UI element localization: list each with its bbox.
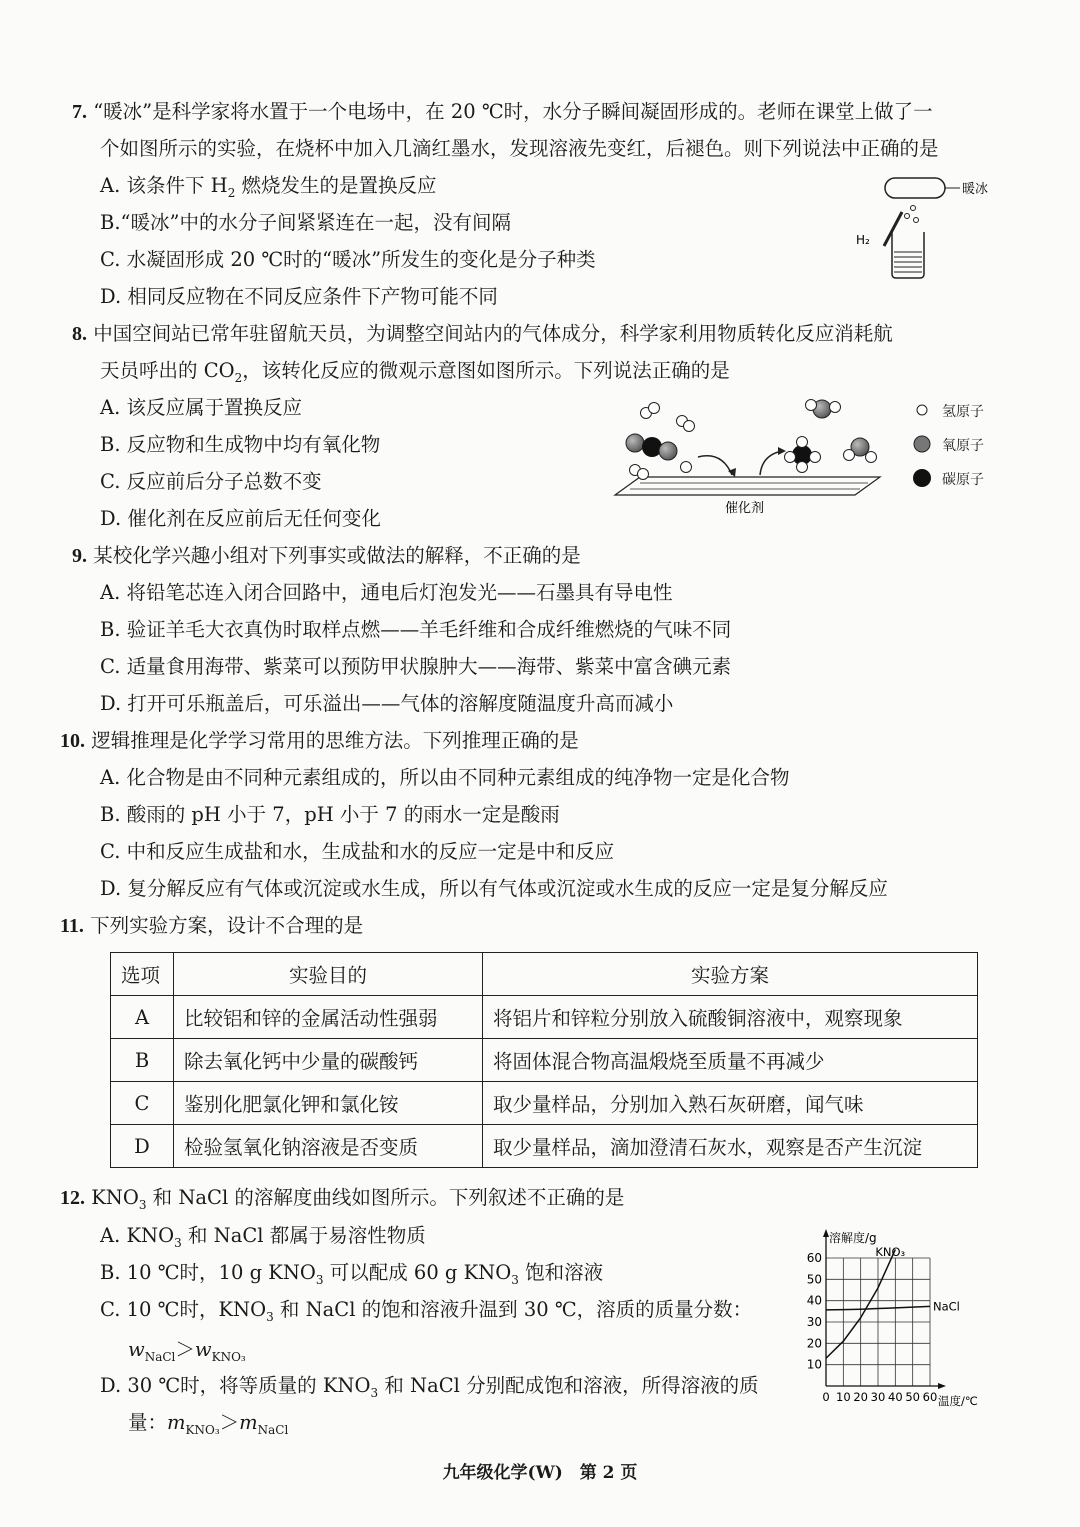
q9-stem-text: 某校化学兴趣小组对下列事实或做法的解释，不正确的是: [93, 544, 581, 567]
q12-d-sub: 3: [370, 1385, 379, 1400]
row-c-plan: 取少量样品，分别加入熟石灰研磨，闻气味: [483, 1082, 978, 1125]
q9-option-b: B. 验证羊毛大衣真伪时取样点燃——羊毛纤维和合成纤维燃烧的气味不同: [100, 618, 732, 641]
carbon-atom-icon: [913, 469, 931, 487]
legend-hydrogen: 氢原子: [942, 404, 984, 420]
x-tick-label: 20: [853, 1390, 868, 1404]
x-tick-label: 0: [822, 1390, 830, 1404]
x-tick-label: 60: [922, 1390, 938, 1404]
row-d-purpose: 检验氢氧化钠溶液是否变质: [174, 1125, 483, 1168]
d2-m2: m: [239, 1411, 258, 1434]
header-purpose: 实验目的: [174, 953, 483, 996]
q12-a-sub: 3: [174, 1235, 182, 1250]
legend-oxygen: 氧原子: [942, 438, 984, 454]
q7-option-a: [100, 172, 437, 200]
q9-option-c: C. 适量食用海带、紫菜可以预防甲状腺肿大——海带、紫菜中富含碘元素: [100, 655, 732, 678]
q11-table: [110, 952, 978, 1168]
q10-option-b: B. 酸雨的 pH 小于 7，pH 小于 7 的雨水一定是酸雨: [100, 803, 560, 826]
q12-c-b: 和 NaCl 的饱和溶液升温到 30 ℃，溶质的质量分数：: [273, 1298, 753, 1321]
q12-a-b: 和 NaCl 都属于易溶性物质: [181, 1224, 426, 1247]
q12-a-a: A. KNO: [100, 1224, 175, 1247]
d2-s2: NaCl: [257, 1422, 289, 1437]
x-tick-label: 40: [888, 1390, 903, 1404]
header-plan: 实验方案: [483, 953, 978, 996]
q12-d-b: 和 NaCl 分别配成饱和溶液，所得溶液的质: [378, 1374, 759, 1397]
q10-option-c: C. 中和反应生成盐和水，生成盐和水的反应一定是中和反应: [100, 840, 615, 863]
row-b-plan: 将固体混合物高温煅烧至质量不再减少: [483, 1039, 978, 1082]
c-gt: ＞: [175, 1338, 195, 1361]
q12-c-sub: 3: [266, 1309, 274, 1324]
row-a-purpose: 比较铝和锌的金属活动性强弱: [174, 996, 483, 1039]
q9-stem: [72, 542, 581, 570]
hydrogen-atom-icon: [917, 405, 927, 415]
q12-option-a: [100, 1222, 426, 1250]
q7-a-pre: A. 该条件下 H: [100, 174, 228, 197]
y-tick-label: 40: [806, 1293, 822, 1308]
q12-number: 12.: [60, 1187, 85, 1209]
c-w1: w: [128, 1338, 145, 1361]
header-option: 选项: [111, 953, 174, 996]
page-footer: 九年级化学(W) 第 2 页: [442, 1463, 638, 1483]
d2-gt: ＞: [219, 1411, 240, 1434]
q8-stem-line2: [100, 357, 730, 385]
d2-a: 量：: [128, 1411, 168, 1434]
row-a-plan: 将铝片和锌粒分别放入硫酸铜溶液中，观察现象: [483, 996, 978, 1039]
q7-option-c: C. 水凝固形成 20 ℃时的“暖冰”所发生的变化是分子种类: [100, 248, 596, 271]
d2-s1: KNO₃: [185, 1422, 220, 1437]
row-d-option: D: [111, 1125, 174, 1168]
c-w2: w: [194, 1338, 212, 1361]
y-tick-label: 30: [806, 1315, 822, 1329]
q9-number: 9.: [72, 545, 87, 567]
q8-option-d: D. 催化剂在反应前后无任何变化: [100, 507, 381, 530]
q7-a-post: 燃烧发生的是置换反应: [235, 174, 437, 197]
q12-b-sub1: 3: [315, 1272, 324, 1287]
q7-stem1-text: “暖冰”是科学家将水置于一个电场中，在 20 ℃时，水分子瞬间凝固形成的。老师在课堂上做了一: [93, 100, 933, 123]
q10-stem-text: 逻辑推理是化学学习常用的思维方法。下列推理正确的是: [91, 729, 579, 752]
q8-stem2-sub: 2: [234, 370, 243, 385]
q7-stem-line1: [72, 98, 933, 126]
row-b-purpose: 除去氧化钙中少量的碳酸钙: [174, 1039, 483, 1082]
q8-stem1-text: 中国空间站已常年驻留航天员，为调整空间站内的气体成分，科学家利用物质转化反应消耗航: [93, 322, 893, 345]
q12-option-c: [100, 1296, 752, 1324]
row-d-plan: 取少量样品，滴加澄清石灰水，观察是否产生沉淀: [483, 1125, 978, 1168]
q7-option-d: D. 相同反应物在不同反应条件下产物可能不同: [100, 285, 498, 308]
row-b-option: B: [111, 1039, 174, 1082]
table-row: [111, 1082, 978, 1125]
q12-stem-b: 和 NaCl 的溶解度曲线如图所示。下列叙述不正确的是: [146, 1186, 625, 1209]
q8-option-a: A. 该反应属于置换反应: [100, 396, 302, 419]
q12-b-b: 可以配成 60 g KNO: [323, 1261, 512, 1284]
y-axis-label: 溶解度/g: [829, 1231, 877, 1245]
x-axis-arrow: [938, 1383, 946, 1389]
table-header-row: [111, 953, 978, 996]
y-tick-label: 60: [806, 1251, 822, 1265]
q8-legend-symbols: [912, 398, 932, 493]
d2-m1: m: [167, 1411, 186, 1434]
x-axis-label: 温度/℃: [938, 1394, 978, 1408]
table-row: [111, 996, 978, 1039]
q12-d-a: D. 30 ℃时，将等质量的 KNO: [100, 1374, 371, 1397]
y-tick-label: 50: [806, 1272, 822, 1287]
catalyst-label: 催化剂: [725, 501, 765, 516]
q7-stem-line2: 个如图所示的实验，在烧杯中加入几滴红墨水，发现溶液先变红，后褪色。则下列说法中正确的是: [100, 137, 939, 160]
q8-option-b: B. 反应物和生成物中均有氧化物: [100, 433, 381, 456]
q10-stem: [60, 727, 579, 755]
legend-carbon: 碳原子: [942, 472, 984, 488]
q8-stem-line1: [72, 320, 893, 348]
q12-b-sub2: 3: [511, 1272, 519, 1287]
q12-option-b: [100, 1259, 603, 1287]
q7-option-b: B.“暖冰”中的水分子间紧紧连在一起，没有间隔: [100, 211, 511, 234]
q12-option-c-formula: [128, 1336, 246, 1364]
solubility-chart: [790, 1218, 1000, 1410]
q11-number: 11.: [60, 915, 84, 937]
q12-option-d: [100, 1372, 759, 1400]
q12-c-a: C. 10 ℃时，KNO: [100, 1298, 267, 1321]
q11-stem: [60, 912, 363, 940]
x-tick-label: 50: [905, 1390, 920, 1404]
q8-option-c: C. 反应前后分子总数不变: [100, 470, 322, 493]
y-tick-label: 20: [806, 1336, 822, 1351]
q10-number: 10.: [60, 730, 85, 752]
q7-a-sub: 2: [227, 185, 236, 200]
q8-stem2-pre: 天员呼出的 CO: [100, 359, 235, 382]
c-s2: KNO₃: [211, 1349, 246, 1364]
q8-number: 8.: [72, 323, 87, 345]
x-tick-label: 10: [836, 1390, 851, 1404]
q10-option-d: D. 复分解反应有气体或沉淀或水生成，所以有气体或沉淀或水生成的反应一定是复分解反应: [100, 877, 888, 900]
c-s1: NaCl: [144, 1349, 176, 1364]
q9-option-a: A. 将铅笔芯连入闭合回路中，通电后灯泡发光——石墨具有导电性: [100, 581, 673, 604]
row-a-option: A: [111, 996, 174, 1039]
row-c-purpose: 鉴别化肥氯化钾和氯化铵: [174, 1082, 483, 1125]
q12-option-d-formula: [128, 1409, 288, 1437]
q7-figure: [850, 170, 1000, 285]
q12-stem-a: KNO: [91, 1186, 139, 1209]
q11-stem-text: 下列实验方案，设计不合理的是: [90, 914, 364, 937]
row-c-option: C: [111, 1082, 174, 1125]
warm-ice-block: [885, 178, 945, 198]
q9-option-d: D. 打开可乐瓶盖后，可乐溢出——气体的溶解度随温度升高而减小: [100, 692, 674, 715]
q12-stem-sub: 3: [138, 1197, 147, 1212]
h2-tube: [884, 212, 902, 246]
x-tick-label: 30: [870, 1390, 886, 1404]
q7-number: 7.: [72, 101, 87, 123]
q12-b-c: 饱和溶液: [518, 1261, 604, 1284]
q12-b-a: B. 10 ℃时，10 g KNO: [100, 1261, 316, 1284]
table-row: [111, 1039, 978, 1082]
series-label: KNO₃: [875, 1245, 906, 1259]
oxygen-atom-icon: [914, 436, 930, 452]
warm-ice-label: 暖冰: [962, 182, 989, 197]
y-tick-label: 10: [806, 1357, 822, 1372]
catalyst-surface: [615, 477, 880, 495]
q10-option-a: A. 化合物是由不同种元素组成的，所以由不同种元素组成的纯净物一定是化合物: [100, 766, 790, 789]
series-label: NaCl: [933, 1299, 960, 1314]
q8-stem2-post: ，该转化反应的微观示意图如图所示。下列说法正确的是: [242, 359, 730, 382]
beaker: [892, 232, 924, 278]
q12-stem: [60, 1184, 624, 1212]
table-row: [111, 1125, 978, 1168]
h2-label: H₂: [856, 233, 870, 247]
